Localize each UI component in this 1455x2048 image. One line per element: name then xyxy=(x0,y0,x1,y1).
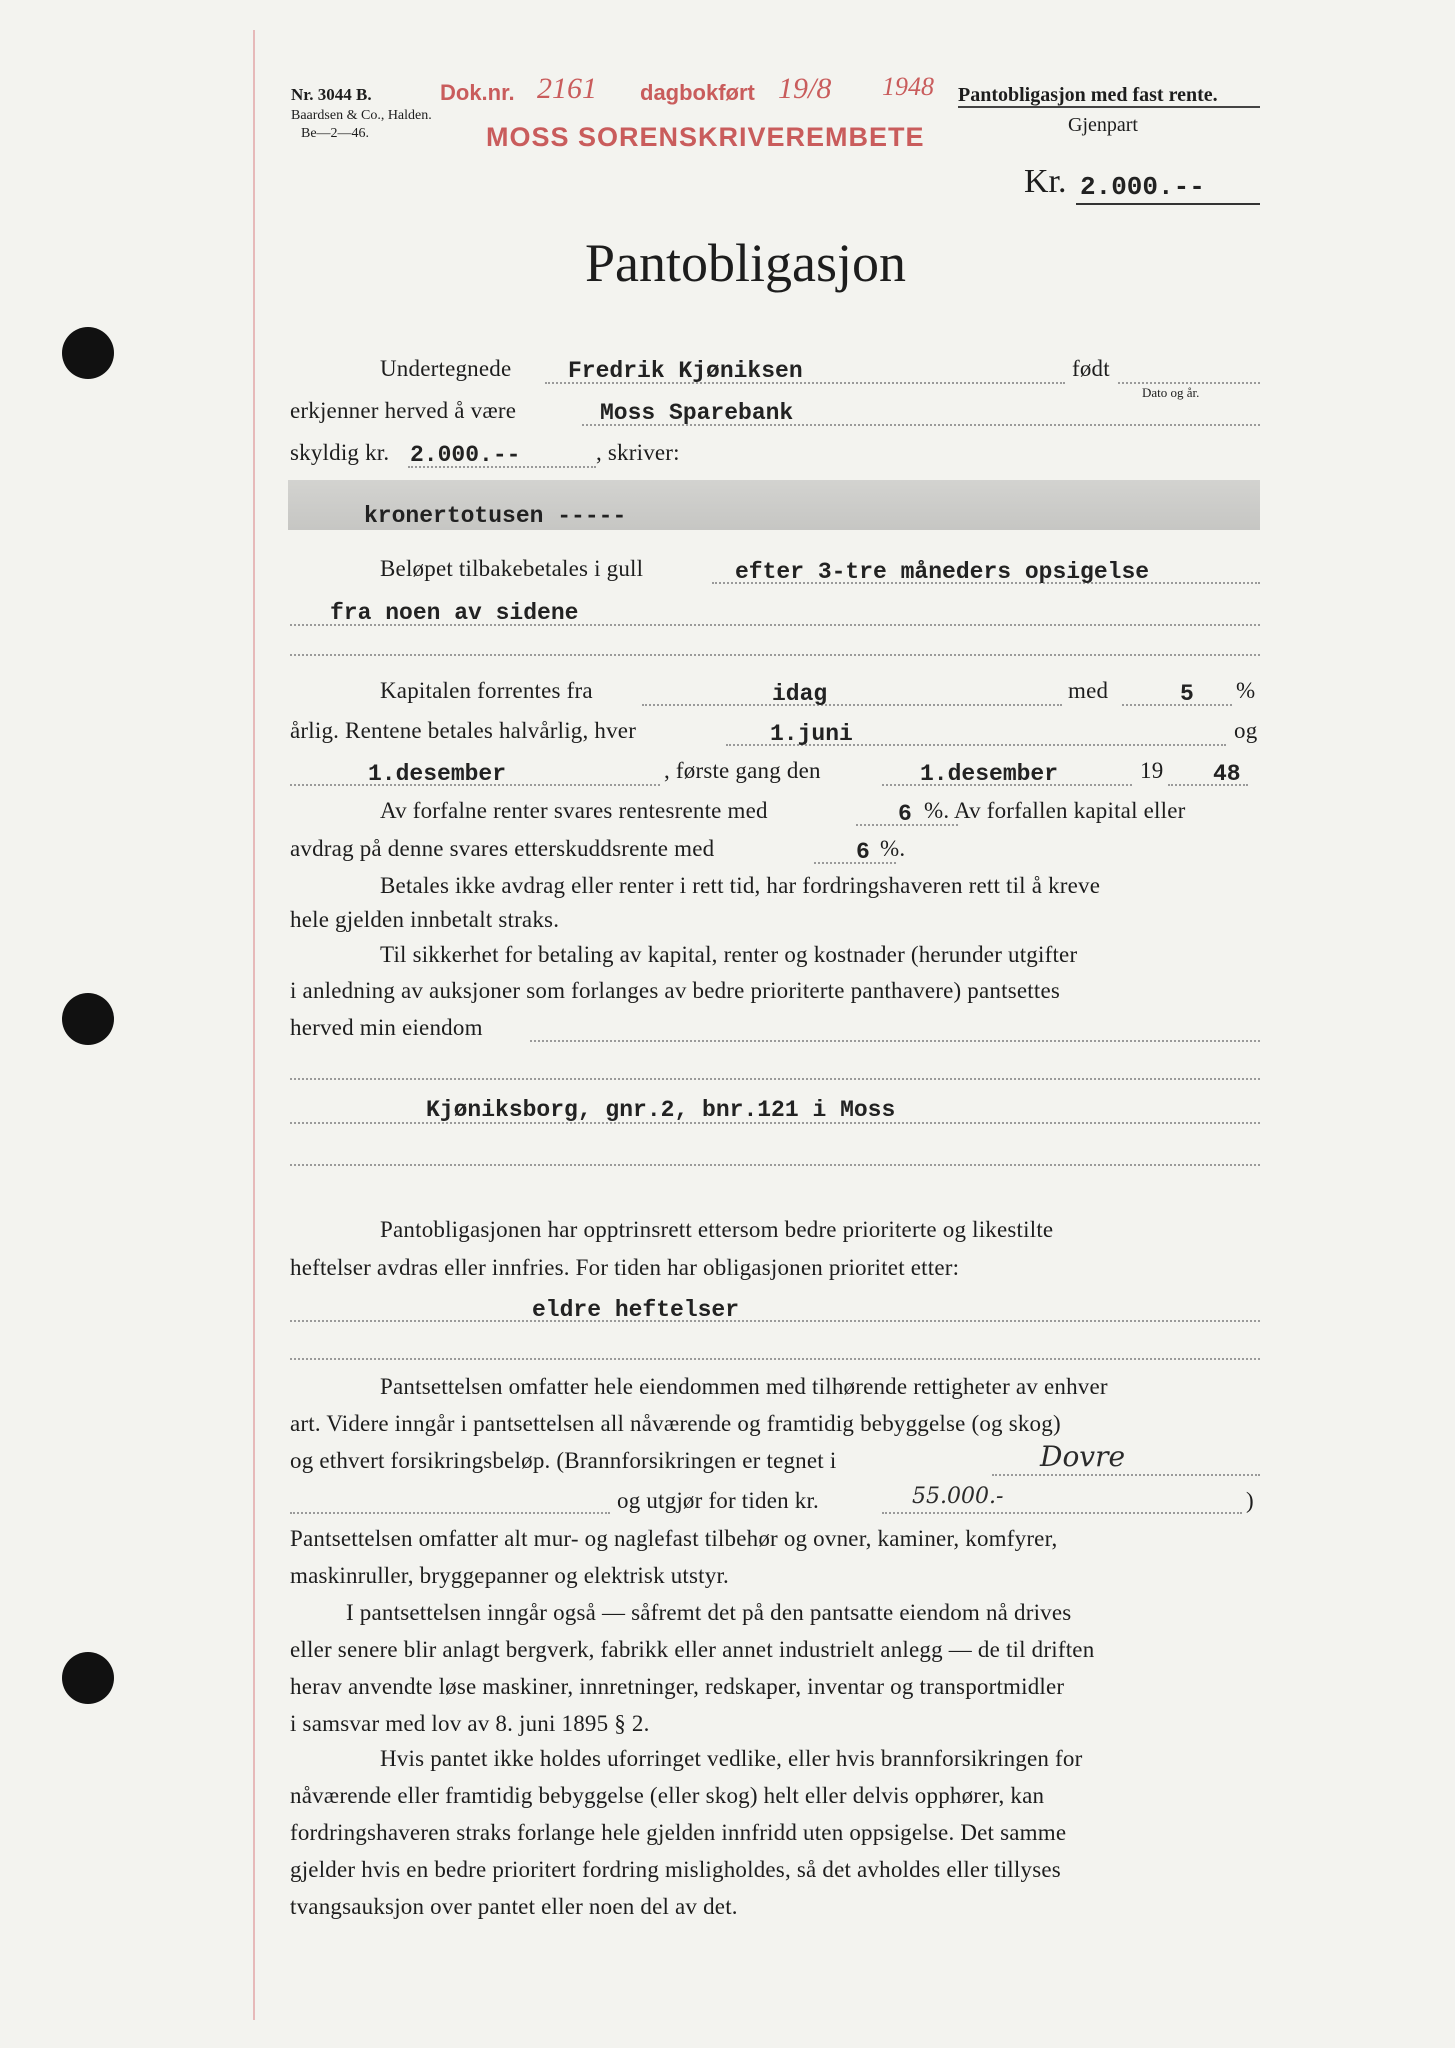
copy-label: Gjenpart xyxy=(1068,114,1138,136)
fill-line xyxy=(882,1512,1242,1514)
default-line-1: Betales ikke avdrag eller renter i rett tid, har fordringshaveren rett til å kreve xyxy=(380,873,1101,898)
fill-line xyxy=(290,1358,1260,1360)
compound-rest: %. Av forfallen kapital eller xyxy=(924,798,1186,823)
punch-hole xyxy=(62,1652,114,1704)
fill-line xyxy=(290,654,1260,656)
industry-line-2: eller senere blir anlagt bergverk, fabrikk eller annet industrielt anlegg — de til driften xyxy=(290,1637,1095,1662)
industry-line-4: i samsvar med lov av 8. juni 1895 § 2. xyxy=(290,1711,650,1736)
first-time-label: , første gang den xyxy=(664,758,821,783)
fill-line xyxy=(290,1078,1260,1080)
scope-line-4: og utgjør for tiden kr. xyxy=(617,1488,819,1513)
amount-underline xyxy=(1076,203,1260,205)
fill-line xyxy=(1168,784,1248,786)
born-hint: Dato og år. xyxy=(1142,385,1200,400)
fill-line xyxy=(290,1320,1260,1322)
insurer-handwritten: Dovre xyxy=(1040,1440,1126,1473)
default-line-2: hele gjelden innbetalt straks. xyxy=(290,907,560,932)
interest-from-label: Kapitalen forrentes fra xyxy=(380,678,593,703)
repayment-terms-2: fra noen av sidene xyxy=(330,600,579,626)
rate-value: 5 xyxy=(1180,681,1194,707)
stamp-dagbokfort: dagbokført xyxy=(640,80,755,105)
payment-date-2: 1.desember xyxy=(368,761,507,787)
scope-line-2: art. Videre inngår i pantsettelsen all nåværende og framtidig bebyggelse (og skog) xyxy=(290,1411,1061,1436)
priority-line-1: Pantobligasjonen har opptrinsrett ettersom bedre prioriterte og likestilte xyxy=(380,1217,1054,1242)
stamp-doc-number: 2161 xyxy=(537,72,597,105)
form-title: Pantobligasjon med fast rente. xyxy=(958,84,1218,106)
priority-value: eldre heftelser xyxy=(532,1297,740,1323)
interest-from: idag xyxy=(772,681,828,707)
repayment-terms-1: efter 3-tre måneders opsigelse xyxy=(735,559,1150,585)
compound-label: Av forfalne renter svares rentesrente med xyxy=(380,798,768,823)
and-label: og xyxy=(1234,718,1258,743)
born-label: født xyxy=(1072,356,1110,381)
scope-line-1: Pantsettelsen omfatter hele eiendommen med tilhørende rettigheter av enhver xyxy=(380,1374,1108,1399)
repayment-label: Beløpet tilbakebetales i gull xyxy=(380,556,644,581)
first-date: 1.desember xyxy=(920,761,1059,787)
scope-line-3: og ethvert forsikringsbeløp. (Brannforsikringen er tegnet i xyxy=(290,1448,837,1473)
form-title-underline xyxy=(958,106,1260,108)
stamp-office: MOSS SORENSKRIVEREMBETE xyxy=(486,122,925,152)
creditor: Moss Sparebank xyxy=(600,400,794,426)
percent-sign: % xyxy=(1236,678,1256,703)
rate-label: med xyxy=(1068,678,1109,703)
amount-words: kronertotusen ----- xyxy=(364,503,627,529)
fill-line xyxy=(290,1164,1260,1166)
form-number: Nr. 3044 B. xyxy=(291,85,372,104)
close-paren: ) xyxy=(1246,1488,1254,1513)
upkeep-line-2: nåværende eller framtidig bebyggelse (eller skog) helt eller delvis opphører, kan xyxy=(290,1783,1045,1808)
fixtures-line-2: maskinruller, bryggepanner og elektrisk utstyr. xyxy=(290,1563,729,1588)
compound-value: 6 xyxy=(898,801,912,827)
owed-label: skyldig kr. xyxy=(290,440,390,465)
stamp-doc-label: Dok.nr. xyxy=(440,80,515,105)
fill-line xyxy=(642,704,1062,706)
arrears-pct: %. xyxy=(880,836,906,861)
fill-line xyxy=(992,1474,1260,1476)
yearly-label: årlig. Rentene betales halvårlig, hver xyxy=(290,718,637,743)
year-prefix: 19 xyxy=(1140,758,1164,783)
security-line-2: i anledning av auksjoner som forlanges av bedre prioriterte panthavere) pantsettes xyxy=(290,978,1061,1003)
margin-line xyxy=(253,30,255,2020)
acknowledge-label: erkjenner herved å være xyxy=(290,398,517,423)
publisher: Baardsen & Co., Halden. xyxy=(291,108,432,123)
print-code: Be—2—46. xyxy=(301,126,370,141)
industry-line-3: herav anvendte løse maskiner, innretninger, redskaper, inventar og transportmidler xyxy=(290,1674,1065,1699)
document-title: Pantobligasjon xyxy=(585,233,906,293)
insurance-amount-handwritten: 55.000.- xyxy=(912,1484,1004,1509)
upkeep-line-1: Hvis pantet ikke holdes uforringet vedlike, eller hvis brannforsikringen for xyxy=(380,1746,1083,1771)
amount-prefix: Kr. xyxy=(1024,163,1067,200)
fill-line xyxy=(530,1040,1260,1042)
upkeep-line-4: gjelder hvis en bedre prioritert fordring misligholdes, så det avholdes eller tillyses xyxy=(290,1857,1061,1882)
fixtures-line-1: Pantsettelsen omfatter alt mur- og naglefast tilbehør og ovner, kaminer, komfyrer, xyxy=(290,1526,1058,1551)
fill-line xyxy=(814,862,896,864)
arrears-label: avdrag på denne svares etterskuddsrente med xyxy=(290,836,715,861)
year-suffix: 48 xyxy=(1213,761,1241,787)
stamp-date: 19/8 xyxy=(778,72,832,105)
property-description: Kjøniksborg, gnr.2, bnr.121 i Moss xyxy=(426,1097,896,1123)
stamp-year: 1948 xyxy=(882,72,934,101)
security-line-1: Til sikkerhet for betaling av kapital, renter og kostnader (herunder utgifter xyxy=(380,942,1078,967)
fill-line xyxy=(290,1512,610,1514)
amount-value: 2.000.-- xyxy=(1080,172,1205,202)
punch-hole xyxy=(62,327,114,379)
fill-line xyxy=(1118,382,1260,384)
punch-hole xyxy=(62,993,114,1045)
fill-line xyxy=(1122,704,1232,706)
writes-label: , skriver: xyxy=(596,440,680,465)
priority-line-2: heftelser avdras eller innfries. For tiden har obligasjonen prioritet etter: xyxy=(290,1255,960,1280)
undersigned-label: Undertegnede xyxy=(380,356,512,381)
upkeep-line-3: fordringshaveren straks forlange hele gjelden innfridd uten oppsigelse. Det samme xyxy=(290,1820,1067,1845)
undersigned-name: Fredrik Kjøniksen xyxy=(568,358,803,384)
industry-line-1: I pantsettelsen inngår også — såfremt det på den pantsatte eiendom nå drives xyxy=(346,1600,1072,1625)
payment-date-1: 1.juni xyxy=(770,721,853,747)
arrears-value: 6 xyxy=(856,839,870,865)
owed-amount: 2.000.-- xyxy=(410,442,521,468)
upkeep-line-5: tvangsauksjon over pantet eller noen del av det. xyxy=(290,1894,738,1919)
security-line-3: herved min eiendom xyxy=(290,1015,483,1040)
